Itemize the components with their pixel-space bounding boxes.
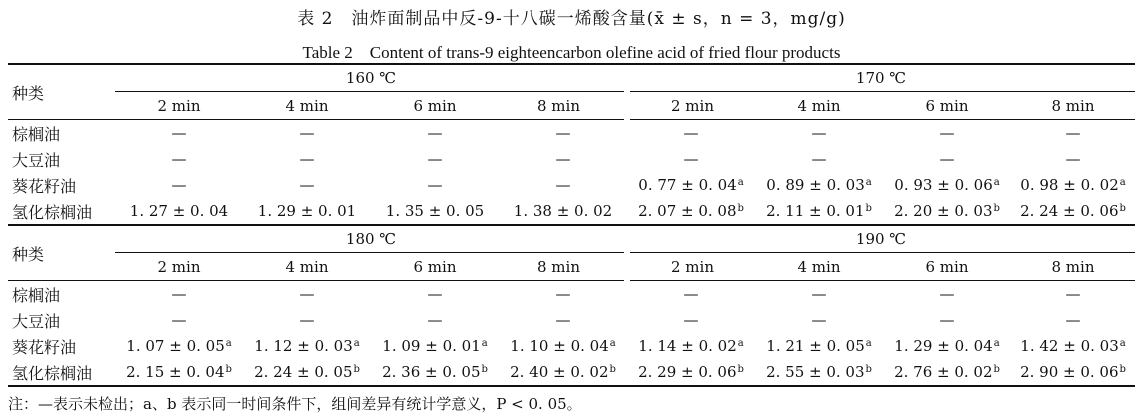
cell-value: 0. 89 ± 0. 03 (766, 176, 865, 194)
oil-type-label: 大豆油 (12, 311, 61, 331)
time-header: 8 min (499, 92, 627, 120)
significance-marker: a (737, 177, 744, 188)
time-header: 8 min (499, 253, 627, 281)
cell-value: — (555, 124, 571, 142)
cell-value: — (683, 311, 699, 329)
table-cell (883, 307, 1011, 333)
significance-marker: b (993, 203, 1000, 214)
table-cell (371, 281, 499, 308)
time-header: 2 min (627, 253, 755, 281)
cell-value: 1. 21 ± 0. 05 (766, 337, 865, 355)
cell-value: — (427, 311, 443, 329)
time-header: 6 min (883, 92, 1011, 120)
cell-value: — (1065, 150, 1081, 168)
cell-value: — (427, 176, 443, 194)
time-header: 4 min (243, 92, 371, 120)
table-cell (115, 146, 243, 172)
table-cell (499, 120, 627, 147)
cell-value: — (299, 311, 315, 329)
significance-marker: a (993, 338, 1000, 349)
cell-value: — (1065, 124, 1081, 142)
table-cell (1011, 359, 1135, 386)
cell-value: 2. 24 ± 0. 05 (254, 363, 353, 381)
significance-marker: a (1119, 338, 1126, 349)
table-cell (115, 172, 243, 198)
cell-value: — (939, 285, 955, 303)
data-table (8, 63, 1135, 387)
table-cell (243, 172, 371, 198)
table-cell (627, 198, 755, 225)
cell-value: — (299, 124, 315, 142)
table-cell (755, 333, 883, 359)
table-cell (755, 281, 883, 308)
table-cell (243, 333, 371, 359)
cell-value: 2. 07 ± 0. 08 (638, 202, 737, 220)
time-header: 4 min (755, 253, 883, 281)
significance-marker: b (1119, 203, 1126, 214)
temperature-header-row (8, 64, 1135, 92)
table-cell (883, 359, 1011, 386)
table-title-chinese: 表 2 油炸面制品中反-9-十八碳一烯酸含量(x̄ ± s，n = 3，mg/g) (297, 9, 846, 29)
cell-value: — (555, 150, 571, 168)
time-header: 6 min (371, 253, 499, 281)
table-footnote: 注：—表示未检出；a、b 表示同一时间条件下，组间差异有统计学意义，P < 0. 05。 (8, 395, 582, 413)
table-cell (627, 281, 755, 308)
oil-type-label: 棕榈油 (8, 281, 115, 308)
cell-value: 2. 76 ± 0. 02 (894, 363, 993, 381)
table-cell (371, 333, 499, 359)
cell-value: — (555, 285, 571, 303)
cell-value: 2. 20 ± 0. 03 (894, 202, 993, 220)
table-cell (115, 307, 243, 333)
table-row (8, 281, 1135, 308)
table-cell (1011, 120, 1135, 147)
significance-marker: b (737, 364, 744, 375)
table-cell (883, 146, 1011, 172)
cell-value: 1. 42 ± 0. 03 (1020, 337, 1119, 355)
cell-value: — (811, 150, 827, 168)
significance-marker: b (225, 364, 232, 375)
cell-value: 2. 24 ± 0. 06 (1020, 202, 1119, 220)
table-cell (1011, 281, 1135, 308)
oil-type-label: 氢化棕榈油 (8, 198, 115, 225)
cell-value: 2. 40 ± 0. 02 (510, 363, 609, 381)
table-cell (755, 146, 883, 172)
table-title-english: Table 2 Content of trans-9 eighteencarbon olefine acid of fried flour products (302, 43, 841, 62)
cell-value: 2. 55 ± 0. 03 (766, 363, 865, 381)
table-cell (243, 307, 371, 333)
table-cell (883, 333, 1011, 359)
cell-value: — (683, 150, 699, 168)
cell-value: 1. 35 ± 0. 05 (385, 202, 485, 220)
row-header-category: 种类 (8, 225, 115, 281)
table-cell (883, 120, 1011, 147)
table-row (8, 172, 1135, 198)
cell-value: — (427, 285, 443, 303)
table-cell (115, 333, 243, 359)
oil-type-label: 葵花籽油 (12, 176, 77, 196)
time-header: 6 min (371, 92, 499, 120)
cell-value: — (171, 176, 187, 194)
table-cell (755, 307, 883, 333)
cell-value: — (683, 285, 699, 303)
cell-value: — (939, 150, 955, 168)
cell-value: 0. 98 ± 0. 02 (1020, 176, 1119, 194)
table-cell (627, 359, 755, 386)
table-cell (755, 198, 883, 225)
cell-value: — (811, 285, 827, 303)
table-cell (1011, 146, 1135, 172)
table-row (8, 198, 1135, 225)
table-row (8, 307, 1135, 333)
table-cell (627, 120, 755, 147)
significance-marker: b (481, 364, 488, 375)
table-cell (371, 307, 499, 333)
oil-type-label: 大豆油 (12, 150, 61, 170)
significance-marker: b (737, 203, 744, 214)
cell-value: 0. 93 ± 0. 06 (894, 176, 993, 194)
time-header-row (8, 92, 1135, 120)
significance-marker: a (481, 338, 488, 349)
table-cell (243, 359, 371, 386)
time-header: 2 min (627, 92, 755, 120)
cell-value: — (1065, 311, 1081, 329)
table-cell (243, 146, 371, 172)
cell-value: — (171, 124, 187, 142)
table-row (8, 120, 1135, 147)
table-cell (115, 359, 243, 386)
cell-value: 1. 29 ± 0. 01 (257, 202, 357, 220)
table-cell (499, 307, 627, 333)
table-cell (1011, 172, 1135, 198)
oil-type-label: 氢化棕榈油 (8, 359, 115, 386)
significance-marker: a (865, 177, 872, 188)
time-header: 8 min (1011, 253, 1135, 281)
cell-value: — (683, 124, 699, 142)
time-header: 2 min (115, 253, 243, 281)
cell-value: — (299, 176, 315, 194)
time-header: 6 min (883, 253, 1011, 281)
cell-value: — (555, 176, 571, 194)
significance-marker: b (993, 364, 1000, 375)
table-cell (243, 198, 371, 225)
significance-marker: a (225, 338, 232, 349)
table-cell (371, 146, 499, 172)
table-cell (371, 359, 499, 386)
cell-value: 1. 10 ± 0. 04 (510, 337, 609, 355)
significance-marker: b (353, 364, 360, 375)
cell-value: 1. 09 ± 0. 01 (382, 337, 481, 355)
time-header: 4 min (755, 92, 883, 120)
significance-marker: a (609, 338, 616, 349)
significance-marker: a (737, 338, 744, 349)
table-cell (243, 120, 371, 147)
table-row (8, 333, 1135, 359)
cell-value: 2. 15 ± 0. 04 (126, 363, 225, 381)
table-row (8, 146, 1135, 172)
significance-marker: b (865, 203, 872, 214)
table-cell (371, 120, 499, 147)
table-cell (243, 281, 371, 308)
table-cell (1011, 198, 1135, 225)
cell-value: — (299, 285, 315, 303)
table-cell (371, 172, 499, 198)
table-cell (1011, 307, 1135, 333)
table-cell (499, 198, 627, 225)
significance-marker: b (1119, 364, 1126, 375)
time-header: 8 min (1011, 92, 1135, 120)
table-cell (371, 198, 499, 225)
table-cell (499, 146, 627, 172)
temperature-header: 190 ℃ (627, 225, 1135, 253)
table-cell (1011, 333, 1135, 359)
temperature-header: 170 ℃ (627, 64, 1135, 92)
table-cell (115, 281, 243, 308)
time-header: 4 min (243, 253, 371, 281)
table-cell (755, 120, 883, 147)
temperature-header: 160 ℃ (115, 64, 627, 92)
table-cell (627, 307, 755, 333)
time-header: 2 min (115, 92, 243, 120)
cell-value: 1. 29 ± 0. 04 (894, 337, 993, 355)
temperature-header: 180 ℃ (115, 225, 627, 253)
table-cell (883, 281, 1011, 308)
cell-value: 1. 38 ± 0. 02 (513, 202, 613, 220)
cell-value: 0. 77 ± 0. 04 (638, 176, 737, 194)
cell-value: — (427, 150, 443, 168)
table-cell (627, 146, 755, 172)
table-row (8, 359, 1135, 386)
cell-value: — (939, 124, 955, 142)
cell-value: 2. 36 ± 0. 05 (382, 363, 481, 381)
cell-value: 1. 27 ± 0. 04 (129, 202, 229, 220)
cell-value: 2. 11 ± 0. 01 (766, 202, 865, 220)
table-cell (883, 198, 1011, 225)
significance-marker: b (865, 364, 872, 375)
table-cell (755, 359, 883, 386)
row-header-category: 种类 (8, 64, 115, 120)
significance-marker: a (865, 338, 872, 349)
table-cell (499, 281, 627, 308)
cell-value: — (299, 150, 315, 168)
significance-marker: a (1119, 177, 1126, 188)
cell-value: 1. 07 ± 0. 05 (126, 337, 225, 355)
cell-value: 2. 90 ± 0. 06 (1020, 363, 1119, 381)
significance-marker: a (993, 177, 1000, 188)
time-header-row (8, 253, 1135, 281)
cell-value: 1. 14 ± 0. 02 (638, 337, 737, 355)
table-cell (499, 333, 627, 359)
cell-value: — (427, 124, 443, 142)
oil-type-label: 棕榈油 (8, 120, 115, 147)
cell-value: — (171, 311, 187, 329)
table-cell (115, 120, 243, 147)
significance-marker: a (353, 338, 360, 349)
cell-value: — (1065, 285, 1081, 303)
cell-value: — (939, 311, 955, 329)
cell-value: — (811, 124, 827, 142)
table-cell (115, 198, 243, 225)
table-cell (883, 172, 1011, 198)
cell-value: — (811, 311, 827, 329)
table-cell (499, 359, 627, 386)
cell-value: 2. 29 ± 0. 06 (638, 363, 737, 381)
table-cell (499, 172, 627, 198)
table-cell (627, 333, 755, 359)
significance-marker: b (609, 364, 616, 375)
temperature-header-row (8, 225, 1135, 253)
table-cell (627, 172, 755, 198)
oil-type-label: 葵花籽油 (12, 337, 77, 357)
cell-value: — (171, 150, 187, 168)
cell-value: 1. 12 ± 0. 03 (254, 337, 353, 355)
cell-value: — (171, 285, 187, 303)
cell-value: — (555, 311, 571, 329)
table-cell (755, 172, 883, 198)
